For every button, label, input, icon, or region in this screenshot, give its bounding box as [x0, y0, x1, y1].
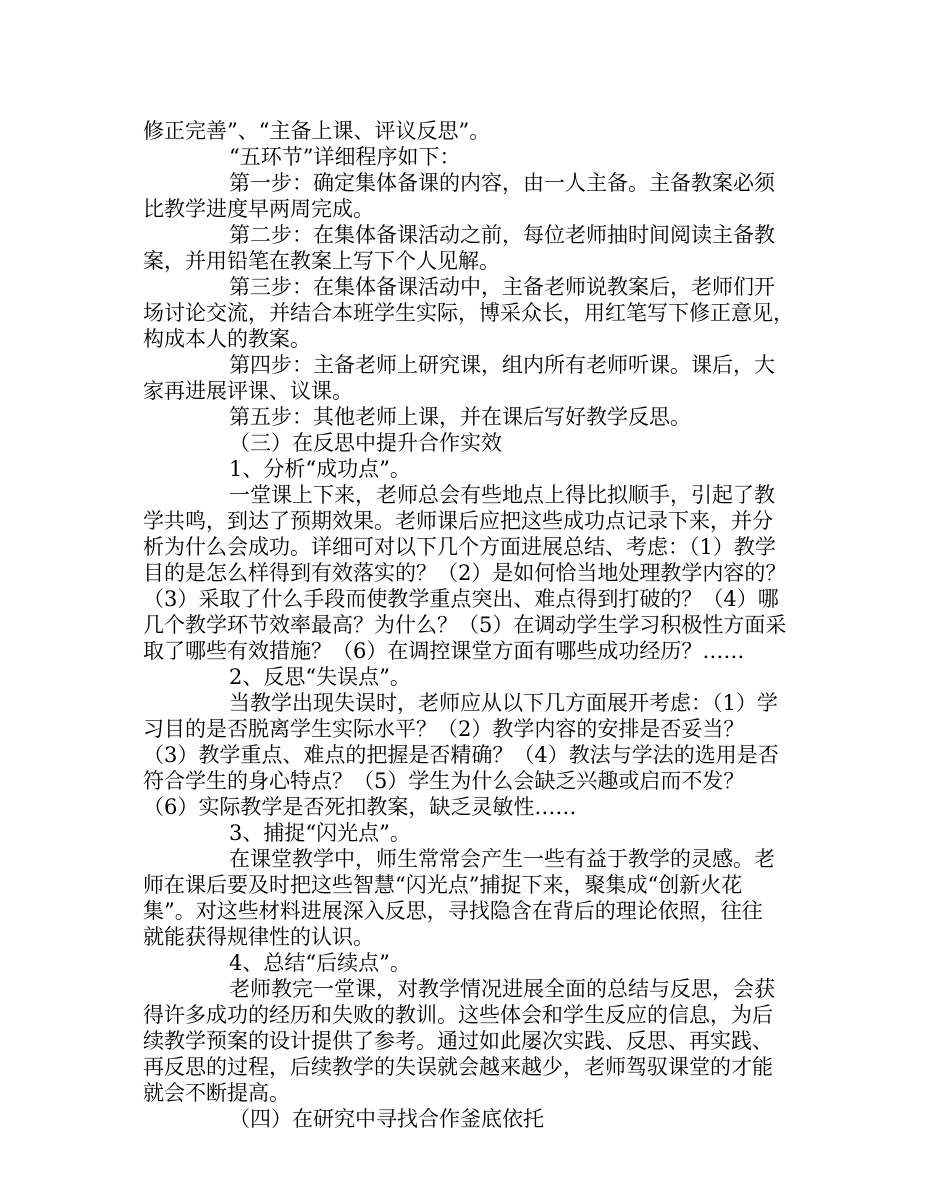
- text-line: 案，并用铅笔在教案上写下个人见解。: [143, 249, 500, 273]
- text-line: 就能获得规律性的认识。: [143, 925, 374, 949]
- text-line: 就会不断提高。: [143, 1081, 290, 1105]
- text-line: 第一步：确定集体备课的内容，由一人主备。主备教案必须: [229, 171, 775, 195]
- text-line: 一堂课上下来，老师总会有些地点上得比拟顺手，引起了教: [229, 483, 775, 507]
- document-body: [143, 118, 818, 1132]
- text-line: 第三步：在集体备课活动中，主备老师说教案后，老师们开: [229, 275, 775, 299]
- text-line: 析为什么会成功。详细可对以下几个方面进展总结、考虑：（1）教学: [143, 535, 776, 559]
- text-line: 1、分析“成功点”。: [229, 457, 411, 481]
- text-line: 学共鸣，到达了预期效果。老师课后应把这些成功点记录下来，并分: [143, 509, 773, 533]
- text-line: 续教学预案的设计提供了参考。通过如此屡次实践、反思、再实践、: [143, 1029, 773, 1053]
- text-line: 符合学生的身心特点？（5）学生为什么会缺乏兴趣或启而不发？: [143, 769, 745, 793]
- text-line: 构成本人的教案。: [143, 327, 311, 351]
- text-line: 集”。对这些材料进展深入反思，寻找隐含在背后的理论依照，往往: [143, 899, 763, 923]
- text-line: 2、反思“失误点”。: [229, 665, 411, 689]
- text-line: 取了哪些有效措施？（6）在调控课堂方面有哪些成功经历？……: [143, 639, 745, 663]
- text-line: 4、总结“后续点”。: [229, 951, 411, 975]
- text-line: 老师教完一堂课，对教学情况进展全面的总结与反思，会获: [229, 977, 775, 1001]
- document-page: [143, 118, 818, 1132]
- text-line: 当教学出现失误时，老师应从以下几方面展开考虑：（1）学: [229, 691, 778, 715]
- text-line: 3、捕捉“闪光点”。: [229, 821, 411, 845]
- text-line: 目的是怎么样得到有效落实的？（2）是如何恰当地处理教学内容的？: [143, 561, 787, 585]
- text-line: （3）教学重点、难点的把握是否精确？（4）教法与学法的选用是否: [143, 743, 779, 767]
- text-line: 第四步：主备老师上研究课，组内所有老师听课。课后，大: [229, 353, 775, 377]
- text-line: 师在课后要及时把这些智慧“闪光点”捕捉下来，聚集成“创新火花: [143, 873, 743, 897]
- text-line: 再反思的过程，后续教学的失误就会越来越少，老师驾驭课堂的才能: [143, 1055, 773, 1079]
- text-line: 第五步：其他老师上课，并在课后写好教学反思。: [229, 405, 691, 429]
- text-line: 比教学进度早两周完成。: [143, 197, 374, 221]
- text-line: 修正完善”、“主备上课、评议反思”。: [143, 119, 491, 143]
- text-line: （四）在研究中寻找合作釜底依托: [229, 1107, 544, 1131]
- text-line: 几个教学环节效率最高？为什么？（5）在调动学生学习积极性方面采: [143, 613, 787, 637]
- text-line: 家再进展评课、议课。: [143, 379, 353, 403]
- text-line: 习目的是否脱离学生实际水平？（2）教学内容的安排是否妥当？: [143, 717, 745, 741]
- text-line: “五环节”详细程序如下：: [229, 145, 461, 169]
- text-line: 得许多成功的经历和失败的教训。这些体会和学生反应的信息，为后: [143, 1003, 773, 1027]
- text-line: 第二步：在集体备课活动之前，每位老师抽时间阅读主备教: [229, 223, 775, 247]
- text-line: （6）实际教学是否死扣教案，缺乏灵敏性……: [143, 795, 577, 819]
- text-line: 场讨论交流，并结合本班学生实际，博采众长，用红笔写下修正意见，: [143, 301, 794, 325]
- text-line: （3）采取了什么手段而使教学重点突出、难点得到打破的？（4）哪: [143, 587, 779, 611]
- text-line: 在课堂教学中，师生常常会产生一些有益于教学的灵感。老: [229, 847, 775, 871]
- text-line: （三）在反思中提升合作实效: [229, 431, 502, 455]
